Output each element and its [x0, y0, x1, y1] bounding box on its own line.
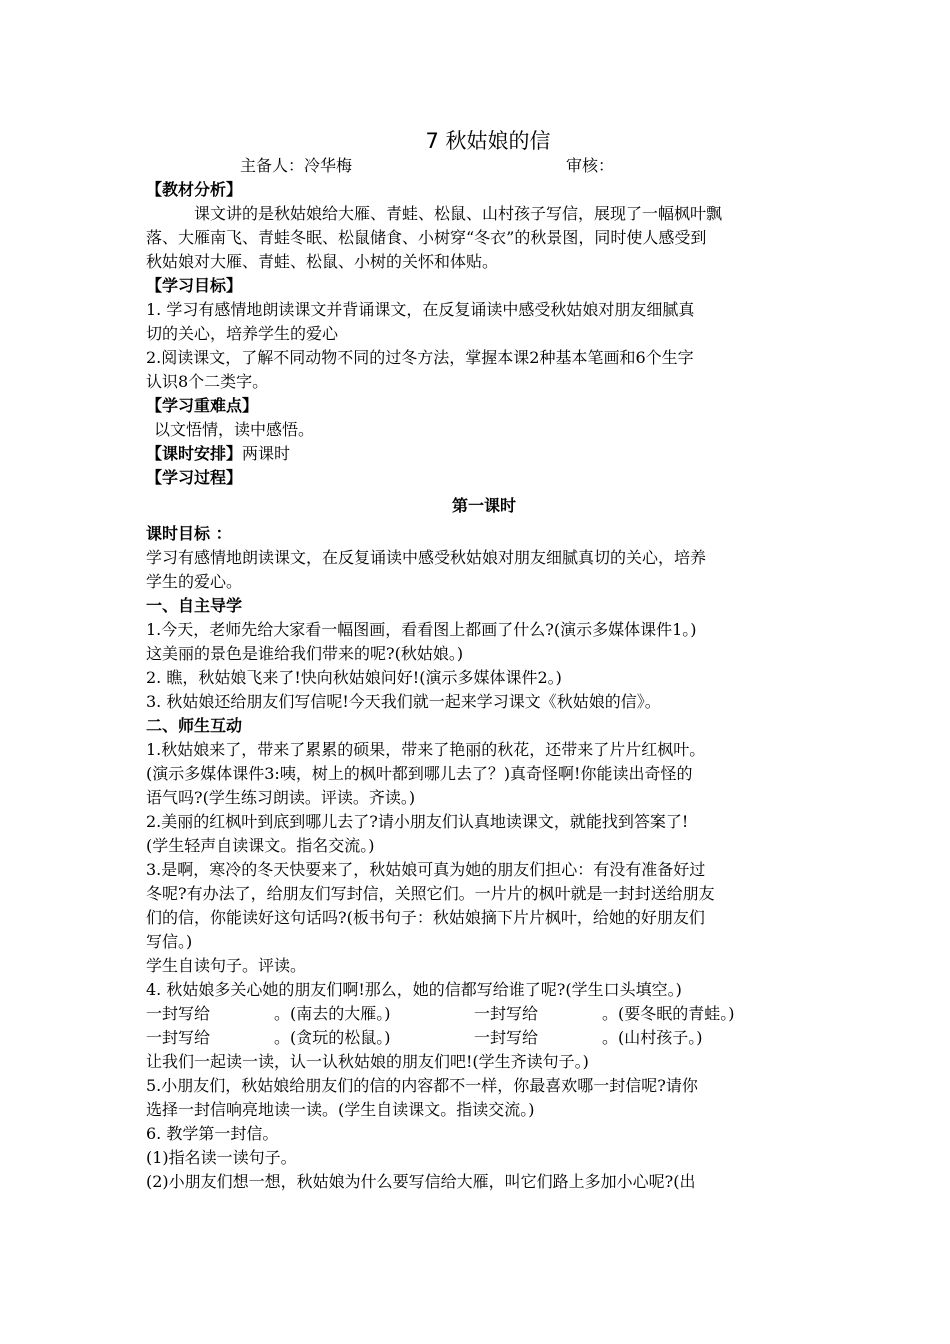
part2-line: 1.秋姑娘来了，带来了累累的硕果，带来了艳丽的秋花，还带来了片片红枫叶。 [146, 740, 706, 759]
part2-line: (演示多媒体课件3:咦，树上的枫叶都到哪儿去了？)真奇怪啊!你能读出奇怪的 [146, 764, 693, 783]
authors-row [146, 154, 814, 178]
fill-blank-answer: 。(要冬眠的青蛙。) [602, 1004, 735, 1023]
part1-line: 这美丽的景色是谁给我们带来的呢?(秋姑娘。) [146, 644, 464, 663]
part2-line: 学生自读句子。评读。 [146, 956, 307, 975]
part1-line: 1.今天，老师先给大家看一幅图画，看看图上都画了什么?(演示多媒体课件1。) [146, 620, 697, 639]
analysis-line: 落、大雁南飞、青蛙冬眠、松鼠储食、小树穿“冬衣”的秋景图，同时使人感受到 [146, 228, 707, 247]
part2-line: 让我们一起读一读，认一认秋姑娘的朋友们吧!(学生齐读句子。) [146, 1052, 589, 1071]
part2-line: 写信。) [146, 932, 193, 951]
fill-blank-prompt: 一封写给 [474, 1028, 539, 1047]
fill-blank-prompt: 一封写给 [146, 1028, 211, 1047]
goals-line: 切的关心，培养学生的爱心 [146, 324, 339, 343]
fill-blank-prompt: 一封写给 [474, 1004, 539, 1023]
fill-blank-answer: 。(山村孩子。) [602, 1028, 703, 1047]
analysis-line: 课文讲的是秋姑娘给大雁、青蛙、松鼠、山村孩子写信，展现了一幅枫叶飘 [194, 204, 723, 223]
goals-line: 认识8个二类字。 [146, 372, 269, 391]
part1-line: 3. 秋姑娘还给朋友们写信呢!今天我们就一起来学习课文《秋姑娘的信》。 [146, 692, 661, 711]
key-points-line: 以文悟情，读中感悟。 [154, 420, 315, 439]
schedule-heading: 【课时安排】 [146, 444, 243, 463]
fill-blank-prompt: 一封写给 [146, 1004, 211, 1023]
part2-line: 选择一封信响亮地读一读。(学生自读课文。指读交流。) [146, 1100, 535, 1119]
schedule-row [146, 442, 814, 466]
part1-line: 2. 瞧，秋姑娘飞来了!快向秋姑娘问好!(演示多媒体课件2。) [146, 668, 562, 687]
analysis-line: 秋姑娘对大雁、青蛙、松鼠、小树的关怀和体贴。 [146, 252, 499, 271]
key-points-heading: 【学习重难点】 [146, 396, 259, 415]
part2-line: 3.是啊，寒冷的冬天快要来了，秋姑娘可真为她的朋友们担心：有没有准备好过 [146, 860, 706, 879]
analysis-heading: 【教材分析】 [146, 180, 243, 199]
part2-line: 6. 教学第一封信。 [146, 1124, 279, 1143]
lesson-goal-line: 学生的爱心。 [146, 572, 243, 591]
lesson-goal-heading: 课时目标 ： [146, 524, 232, 543]
goals-line: 2.阅读课文，了解不同动物不同的过冬方法，掌握本课2种基本笔画和6个生字 [146, 348, 694, 367]
fill-blank-row [146, 1026, 814, 1050]
part2-line: 冬呢?有办法了，给朋友们写封信，关照它们。一片片的枫叶就是一封封送给朋友 [146, 884, 715, 903]
lesson-title: 第一课时 [451, 496, 516, 515]
part2-line: 语气吗?(学生练习朗读。评读。齐读。) [146, 788, 416, 807]
schedule-value: 两课时 [242, 444, 291, 463]
part2-line: 2.美丽的红枫叶到底到哪儿去了?请小朋友们认真地读课文，就能找到答案了! [146, 812, 689, 831]
fill-blank-answer: 。(南去的大雁。) [274, 1004, 391, 1023]
part2-line: 4. 秋姑娘多关心她的朋友们啊!那么，她的信都写给谁了呢?(学生口头填空。) [146, 980, 682, 999]
fill-blank-answer: 。(贪玩的松鼠。) [274, 1028, 391, 1047]
reviewer: 审核： [566, 156, 615, 175]
part2-line: 5.小朋友们，秋姑娘给朋友们的信的内容都不一样，你最喜欢哪一封信呢?请你 [146, 1076, 698, 1095]
part2-line: 们的信，你能读好这句话吗?(板书句子：秋姑娘摘下片片枫叶，给她的好朋友们 [146, 908, 705, 927]
document-title: 7 秋姑娘的信 [425, 129, 551, 153]
part2-line: (2)小朋友们想一想，秋姑娘为什么要写信给大雁，叫它们路上多加小心呢?(出 [146, 1172, 696, 1191]
goals-line: 1. 学习有感情地朗读课文并背诵课文，在反复诵读中感受秋姑娘对朋友细腻真 [146, 300, 695, 319]
document-page [146, 128, 814, 1194]
goals-heading: 【学习目标】 [146, 276, 243, 295]
part2-line: (1)指名读一读句子。 [146, 1148, 297, 1167]
part2-line: (学生轻声自读课文。指名交流。) [146, 836, 375, 855]
lesson-goal-line: 学习有感情地朗读课文，在反复诵读中感受秋姑娘对朋友细腻真切的关心，培养 [146, 548, 707, 567]
part1-heading: 一、自主导学 [146, 596, 243, 615]
part2-heading: 二、师生互动 [146, 716, 243, 735]
preparer: 主备人：冷华梅 [240, 156, 353, 175]
fill-blank-row [146, 1002, 814, 1026]
process-heading: 【学习过程】 [146, 468, 243, 487]
